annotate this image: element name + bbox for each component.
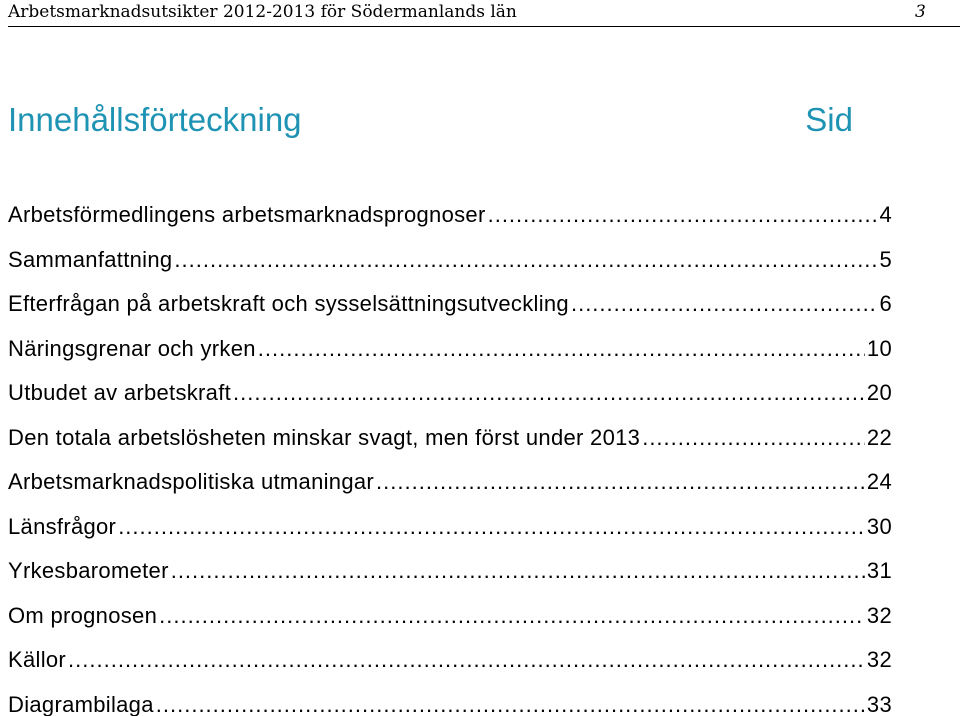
toc-entry-page: 6 (879, 291, 892, 316)
toc-entry-page: 31 (866, 558, 892, 583)
toc-entry-text: Näringsgrenar och yrken (8, 335, 256, 361)
toc-list (8, 193, 892, 716)
dot-leader (174, 238, 877, 283)
toc-entry-text: Arbetsförmedlingens arbetsmarknadsprognoser (8, 202, 486, 227)
toc-entry[interactable] (8, 371, 892, 416)
toc-entry[interactable] (8, 460, 892, 505)
toc-title: Innehållsförteckning (8, 101, 302, 138)
toc-entry-page: 30 (866, 513, 892, 539)
dot-leader (571, 282, 877, 327)
dot-leader (68, 638, 865, 683)
dot-leader (118, 505, 865, 550)
page-number: 3 (915, 2, 926, 22)
toc-entry-text: Diagrambilaga (8, 691, 154, 716)
toc-entry-text: Den totala arbetslösheten minskar svagt, men först under 2013 (8, 424, 641, 450)
toc-entry-page: 20 (866, 380, 892, 405)
toc-entry-page: 4 (879, 202, 892, 227)
toc-entry-text: Länsfrågor (8, 513, 117, 539)
dot-leader (642, 416, 865, 461)
toc-entry[interactable] (8, 282, 892, 327)
dot-leader (233, 371, 865, 416)
toc-page-column-label: Sid (805, 101, 853, 138)
toc-entry-text: Om prognosen (8, 602, 158, 628)
toc-entry-page: 32 (866, 647, 892, 672)
toc-entry-page: 22 (866, 424, 892, 450)
toc-entry-page: 33 (866, 691, 892, 716)
dot-leader (376, 460, 865, 505)
toc-entry-text: Sammanfattning (8, 246, 173, 272)
toc-entry[interactable] (8, 683, 892, 716)
toc-entry-text: Källor (8, 647, 67, 672)
toc-entry[interactable] (8, 327, 892, 372)
dot-leader (171, 549, 865, 594)
toc-entry[interactable] (8, 505, 892, 550)
toc-entry-page: 5 (879, 246, 892, 272)
toc-entry-text: Yrkesbarometer (8, 558, 169, 583)
toc-entry-text: Utbudet av arbetskraft (8, 380, 232, 405)
document-title: Arbetsmarknadsutsikter 2012-2013 för Södermanlands län (8, 2, 517, 22)
toc-entry-text: Arbetsmarknadspolitiska utmaningar (8, 469, 375, 494)
dot-leader (159, 594, 865, 639)
toc-entry[interactable] (8, 638, 892, 683)
dot-leader (156, 683, 865, 716)
toc-entry[interactable] (8, 549, 892, 594)
toc-heading-row (8, 98, 853, 142)
toc-entry[interactable] (8, 193, 892, 238)
toc-entry[interactable] (8, 594, 892, 639)
toc-entry-page: 10 (866, 335, 892, 361)
toc-entry[interactable] (8, 238, 892, 283)
toc-entry-page: 24 (866, 469, 892, 494)
dot-leader (258, 327, 865, 372)
toc-entry-text: Efterfrågan på arbetskraft och sysselsättningsutveckling (8, 291, 569, 316)
running-header (8, 0, 960, 27)
toc-entry-page: 32 (866, 602, 892, 628)
toc-entry[interactable] (8, 416, 892, 461)
dot-leader (488, 193, 878, 238)
